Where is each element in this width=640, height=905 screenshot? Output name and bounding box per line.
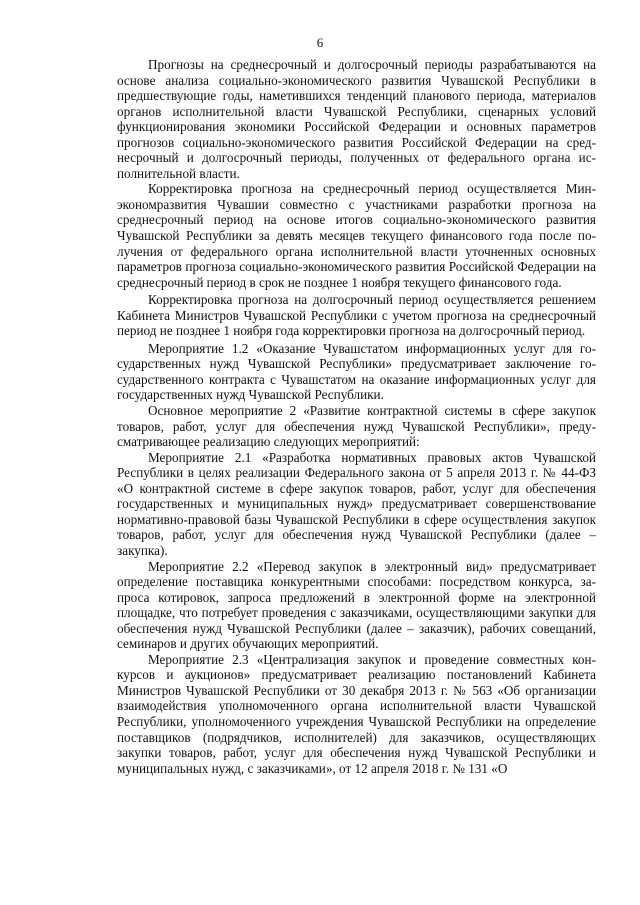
paragraph-mid-term-adjustment: Корректировка прогноза на среднесрочный период осуществляется Минэкономразвития Чувашии совместно с участниками разработки прогноза на среднесрочный период на основе итогов социально-экономического развития Чувашской Республики за девять месяцев текущего финансового года после получения от федерального органа исполнительной власти уточненных основных параметров прогноза социально-экономического развития Российской Федерации на среднесрочный период в срок не позднее 1 ноября текущего финансового года.: [117, 181, 596, 290]
paragraph-measure-2-3: Мероприятие 2.3 «Централизация закупок и проведение совместных конкурсов и аукционов» предусматривает реализацию постановлений Кабинета Министров Чувашской Республики от 30 декабря 2013 г. № 563 «Об организации взаимодействия уполномоченного органа исполнительной власти Чувашской Республики, уполномоченного учреждения Чувашской Республики на определение поставщиков (подрядчиков, исполнителей) для заказчиков, осуществляющих закупки товаров, работ, услуг для обеспечения нужд Чувашской Республики и муниципальных нужд, с заказчиками», от 12 апреля 2018 г. № 131 «О: [117, 651, 596, 776]
paragraph-measure-1-2: Мероприятие 1.2 «Оказание Чувашстатом информационных услуг для государственных нужд Чувашской Республики» предусматривает заключение государственного контракта с Чувашстатом на оказание информационных услуг для государственных нужд Чувашской Республики.: [117, 340, 596, 403]
paragraph-measure-2-1: Мероприятие 2.1 «Разработка нормативных правовых актов Чувашской Республики в целях реализации Федерального закона от 5 апреля 2013 г. № 44-ФЗ «О контрактной системе в сфере закупок товаров, работ, услуг для обеспечения государственных и муниципальных нужд» предусматривает совершенствование нормативно-правовой базы Чувашской Республики в сфере осуществления закупок товаров, работ, услуг для обеспечения нужд Чувашской Республики (далее – закупка).: [117, 449, 596, 558]
paragraph-long-term-adjustment: Корректировка прогноза на долгосрочный период осуществляется решением Кабинета Министров Чувашской Республики с учетом прогноза на среднесрочный период не позднее 1 ноября года корректировки прогноза на долгосрочный период.: [117, 292, 596, 339]
page-number: 6: [316, 35, 324, 50]
paragraph-main-measure-2: Основное мероприятие 2 «Развитие контрактной системы в сфере закупок товаров, работ, услуг для обеспечения нужд Чувашской Республики», предусматривающее реализацию следующих мероприятий:: [117, 403, 596, 450]
document-body: [117, 57, 596, 776]
paragraph-measure-2-2: Мероприятие 2.2 «Перевод закупок в электронный вид» предусматривает определение поставщика конкурентными способами: посредством конкурса, запроса котировок, запроса предложений в электронной форме на электронной площадке, что потребует проведения с заказчиками, осуществляющими закупки для обеспечения нужд Чувашской Республики (далее – заказчик), рабочих совещаний, семинаров и других обучающих мероприятий.: [117, 558, 596, 652]
paragraph-forecast-development: Прогнозы на среднесрочный и долгосрочный периоды разрабатываются на основе анализа социально-экономического развития Чувашской Республики в предшествующие годы, наметившихся тенденций планового периода, материалов органов исполнительной власти Чувашской Республики, сценарных условий функционирования экономики Российской Федерации и основных параметров прогнозов социально-экономического развития Российской Федерации на среднесрочный и долгосрочный периоды, полученных от федерального органа исполнительной власти.: [117, 57, 596, 181]
